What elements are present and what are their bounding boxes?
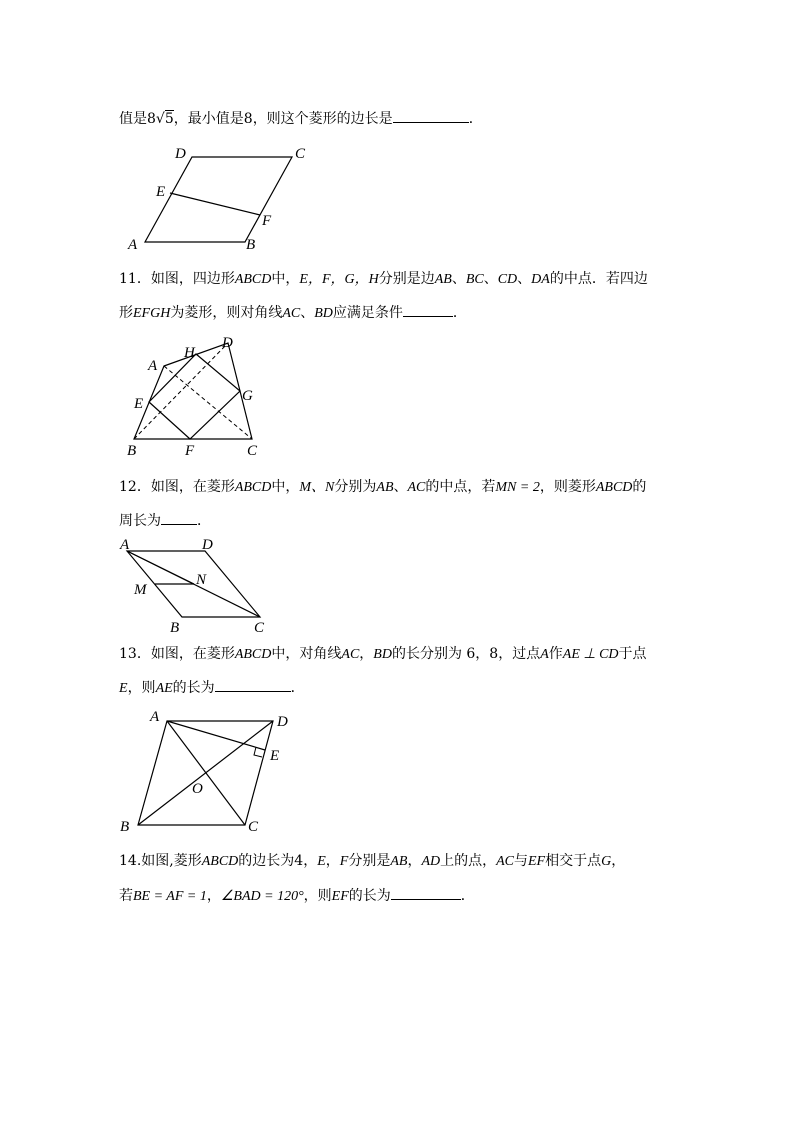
label-b: B [120, 819, 130, 835]
label-h: H [184, 345, 195, 361]
radicand: 5 [164, 111, 174, 127]
diagonal-bd [138, 721, 273, 825]
label-b: B [246, 237, 256, 253]
text: ，则这个菱形的边长是 [252, 111, 393, 127]
math: M、N [299, 480, 335, 495]
text: 上的点， [440, 853, 497, 869]
math: EFGH [133, 306, 171, 321]
math: E [119, 681, 128, 696]
label-e: E [156, 184, 166, 200]
text: 分别为 [334, 479, 377, 495]
number: 8 [147, 111, 156, 127]
text: 的中点．若四边 [549, 271, 648, 287]
math: CD [497, 272, 518, 287]
math: E，F，G，H [299, 272, 379, 287]
math: ABCD [234, 647, 272, 662]
math: AC [496, 854, 514, 869]
math: AC [341, 647, 360, 662]
label-n: N [196, 572, 207, 588]
label-g: G [242, 388, 253, 404]
label-e: E [270, 748, 280, 764]
label-c: C [247, 443, 258, 459]
text: ． [290, 680, 305, 696]
text: 如图，在菱形 [150, 479, 235, 495]
text: 相交于点 [545, 853, 602, 869]
text: 的长分别为 6，8，过点 [391, 646, 541, 662]
q14-line-1 [119, 852, 625, 871]
label-a: A [120, 537, 130, 553]
text: 的中点，若 [425, 479, 496, 495]
text: ． [197, 513, 211, 529]
label-c: C [295, 146, 306, 162]
text: 的长为 [348, 888, 391, 904]
question-number: 11． [119, 271, 151, 287]
label-b: B [127, 443, 137, 459]
segment-ae [167, 721, 265, 750]
text: ， [325, 853, 340, 869]
math: E [317, 854, 326, 869]
math: ABCD [234, 480, 272, 495]
math: MN = 2 [495, 480, 540, 495]
label-m: M [134, 582, 147, 598]
label-b: B [170, 620, 180, 636]
label-o: O [192, 781, 203, 797]
text: ． [468, 111, 483, 127]
q14-line-2 [119, 885, 475, 906]
label-a: A [150, 709, 160, 725]
answer-blank[interactable] [391, 885, 461, 900]
math: AB [390, 854, 408, 869]
math: AD [421, 854, 441, 869]
text: ，则菱形 [539, 479, 596, 495]
text: ， [611, 853, 626, 869]
text: 中，对角线 [271, 646, 342, 662]
question-number: 13． [119, 646, 151, 662]
label-c: C [254, 620, 265, 636]
math: EF [331, 889, 349, 904]
text: 周长为 [119, 513, 161, 529]
text: 的长为 [172, 680, 215, 696]
text: 、 [300, 305, 315, 321]
text: 的边长为 [238, 853, 295, 869]
math: EF [528, 854, 546, 869]
text: ，则 [303, 888, 332, 904]
sqrt-symbol: √ [155, 111, 165, 127]
text: ， [206, 888, 221, 904]
math: AC [407, 480, 426, 495]
text: ， [407, 853, 422, 869]
math: F [339, 854, 349, 869]
text: 中， [271, 479, 300, 495]
text: 于点 [618, 646, 647, 662]
label-a: A [148, 358, 158, 374]
text: 分别是 [348, 853, 391, 869]
question-number: 14. [119, 853, 142, 869]
label-e: E [134, 396, 144, 412]
math: ABCD [595, 480, 633, 495]
text: 作 [548, 646, 563, 662]
math: BE = AF = 1 [133, 889, 207, 904]
question-number: 12． [119, 479, 151, 495]
math: A [540, 647, 549, 662]
text: ． [460, 888, 475, 904]
math: ∠BAD = 120° [220, 889, 304, 904]
text: 、 [451, 271, 466, 287]
math: AE ⊥ CD [562, 647, 619, 662]
text: 、 [393, 479, 408, 495]
label-a: A [128, 237, 138, 253]
math: ABCD [201, 854, 239, 869]
text: ， [359, 646, 374, 662]
text: 如图,菱形 [141, 853, 202, 869]
text: ， [303, 853, 318, 869]
math: AB [434, 272, 452, 287]
math: DA [531, 272, 550, 287]
text: 形 [119, 305, 133, 321]
math: AE [155, 681, 173, 696]
text: ． [452, 305, 467, 321]
text: 、 [483, 271, 498, 287]
text: 分别是边 [378, 271, 435, 287]
label-f: F [185, 443, 195, 459]
label-d: D [277, 714, 288, 730]
text: 如图，在菱形 [150, 646, 235, 662]
text: ，则 [127, 680, 156, 696]
text: 若 [119, 888, 133, 904]
text: 、 [517, 271, 532, 287]
label-c: C [248, 819, 259, 835]
number: 8 [243, 111, 253, 127]
text: 与 [514, 853, 528, 869]
math: BD [373, 647, 392, 662]
label-d: D [222, 335, 233, 351]
math: AB [376, 480, 394, 495]
math: BC [465, 272, 484, 287]
number: 4 [294, 853, 304, 869]
text: 为菱形，则对角线 [170, 305, 283, 321]
math: BD [314, 306, 333, 321]
math: ABCD [234, 272, 272, 287]
text: 应满足条件 [332, 305, 403, 321]
text: ，最小值是 [173, 111, 244, 127]
label-d: D [175, 146, 186, 162]
label-f: F [262, 213, 272, 229]
text: 中， [271, 271, 300, 287]
text: 的 [632, 479, 647, 495]
math: G [601, 854, 612, 869]
label-d: D [202, 537, 213, 553]
text: 值是 [119, 111, 147, 127]
text: 如图，四边形 [150, 271, 235, 287]
math: AC [282, 306, 301, 321]
